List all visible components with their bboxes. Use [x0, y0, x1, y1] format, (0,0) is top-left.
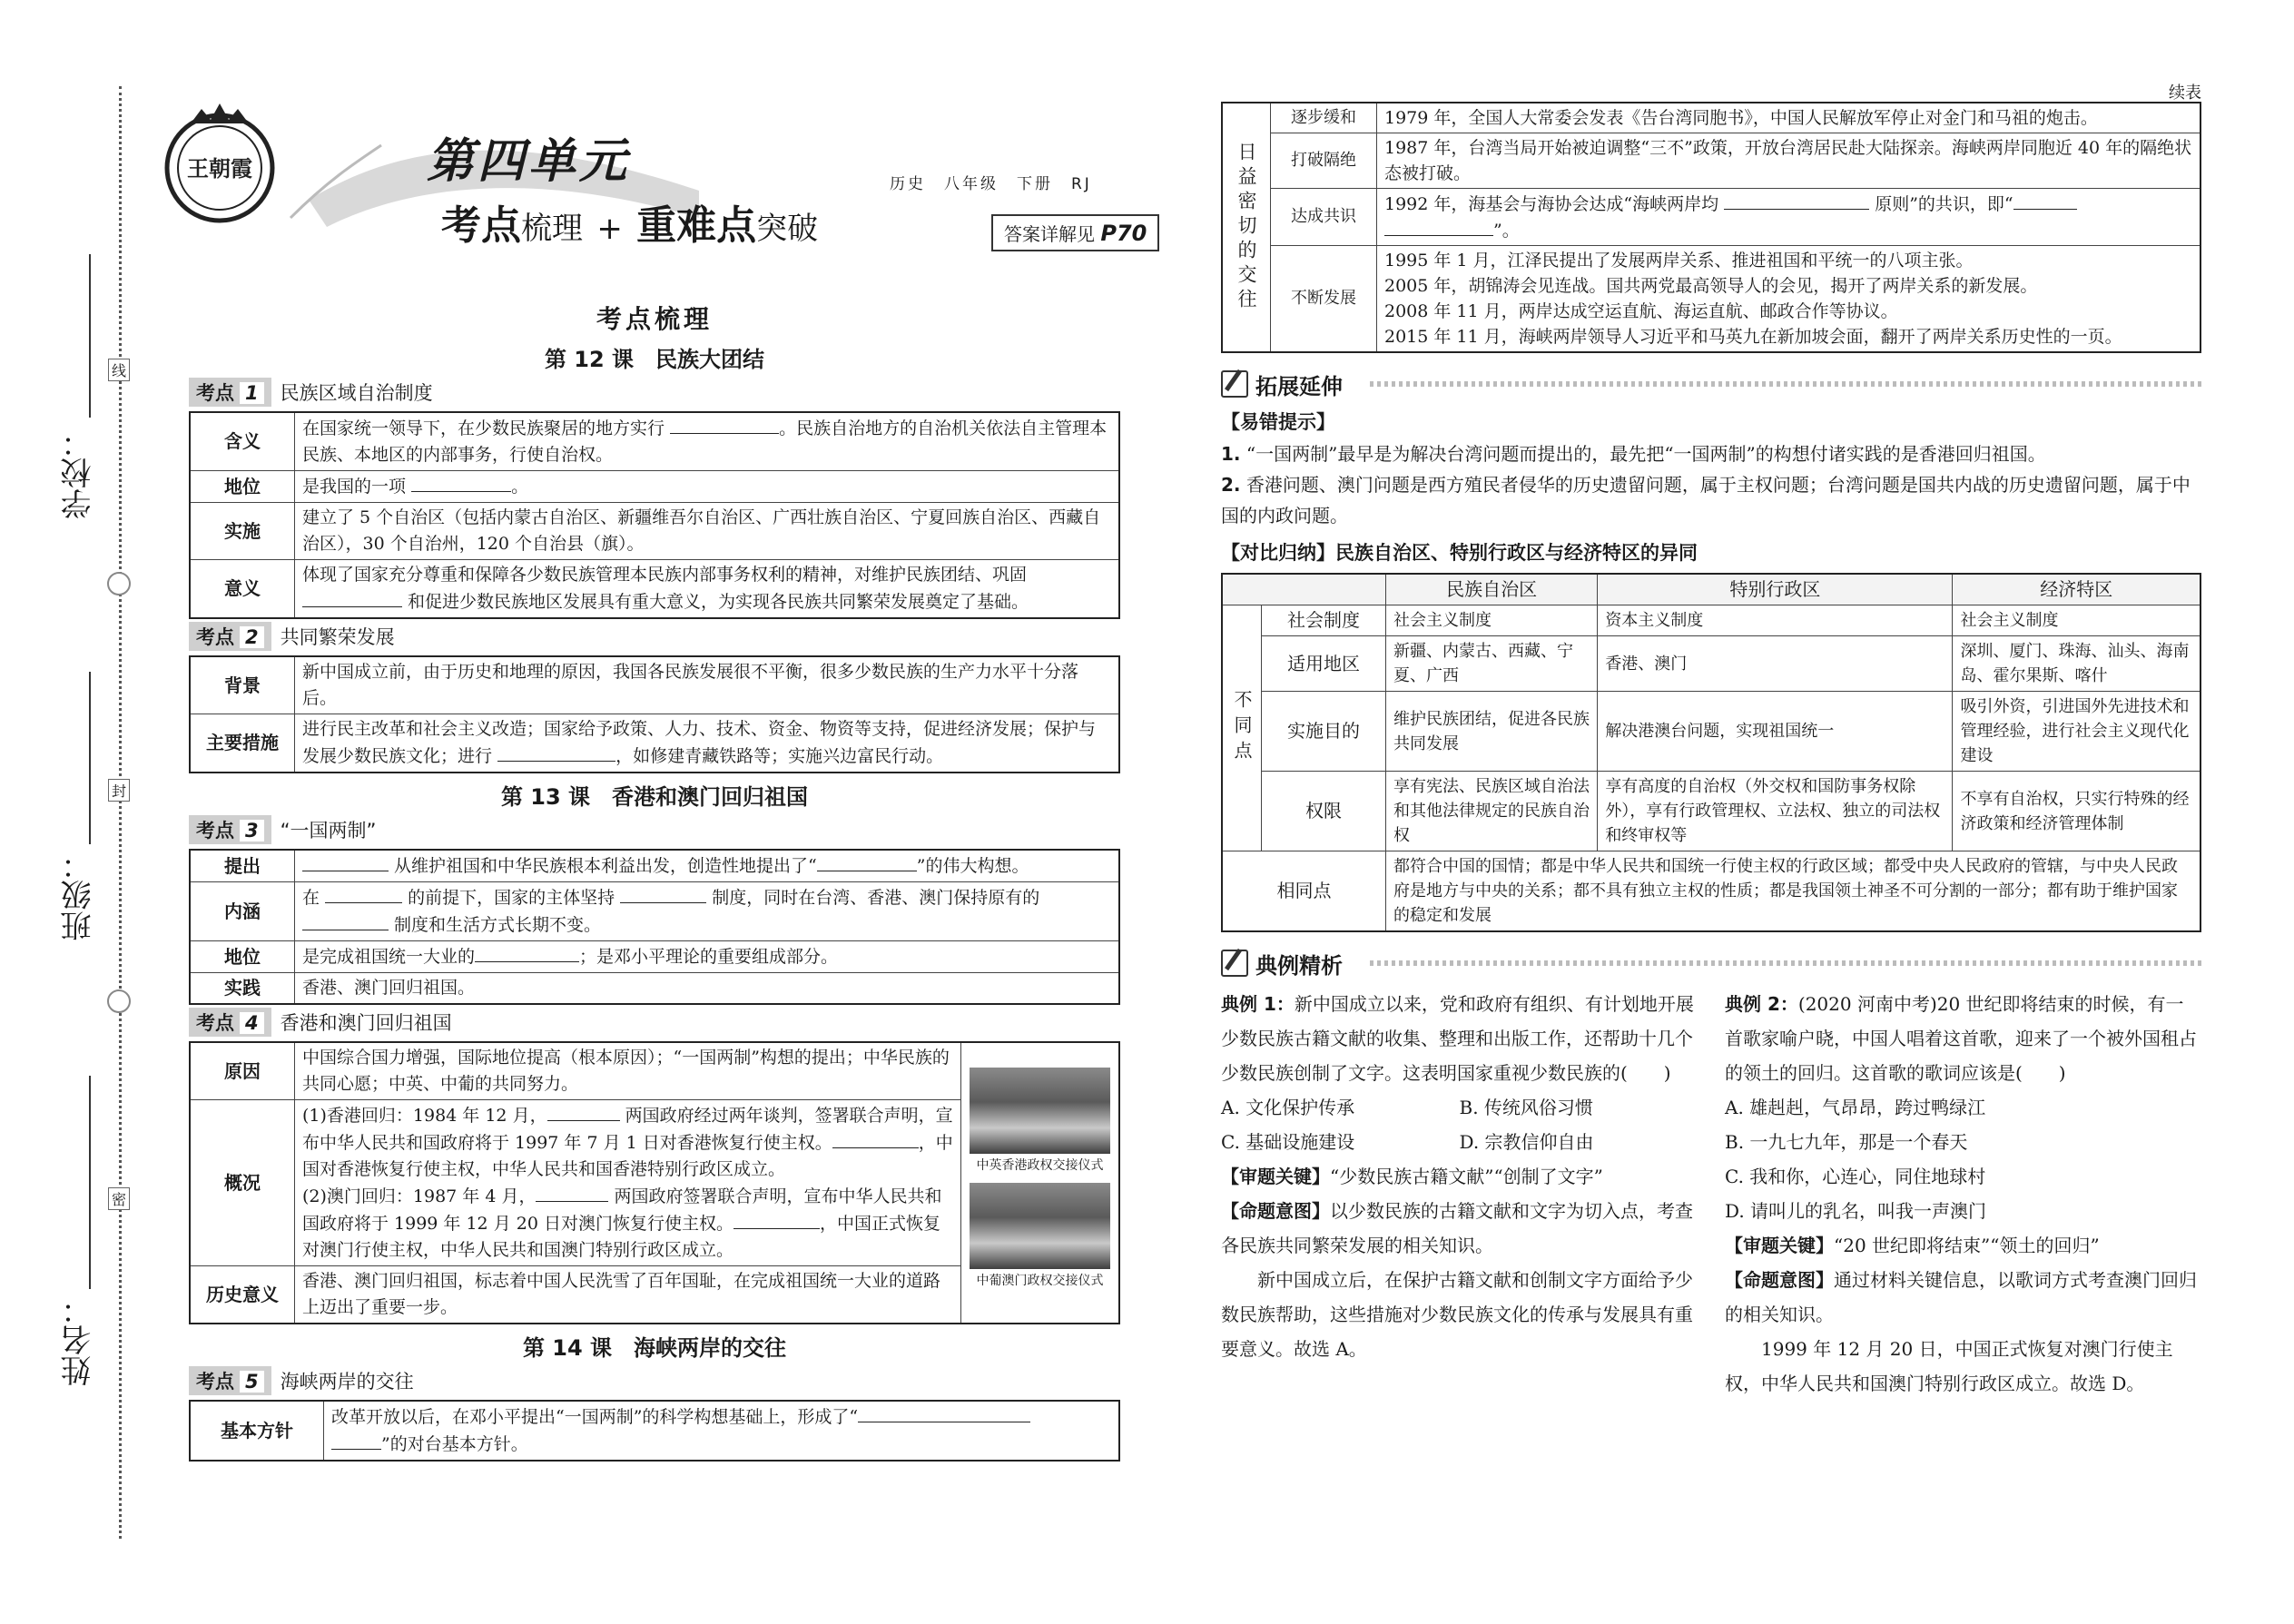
table-row [190, 1042, 1119, 1100]
fill-blank[interactable] [325, 884, 402, 903]
row-header: 地位 [190, 941, 295, 973]
row-content: (1)香港回归：1984 年 12 月， 两国政府经过两年谈判，签署联合声明，宣布中华人民共和国政府将于 1997 年 7 月 1 日对香港恢复行使主权。 ，中国对香港恢复行使主权，中华人民共和国香港特别行政区成立。 (2)澳门回归：1987 年 4 月， 两国政府签署联合声明，宣布中华人民共和国政府将于 1999 年 12 月 20 日对澳门恢复行使主权。 ，中国正式恢复对澳门行使主权，中华人民共和国澳门特别行政区成立。 [295, 1100, 961, 1266]
fill-blank[interactable] [1384, 217, 1493, 236]
answer-reference [991, 214, 1159, 251]
band-title: 拓展延伸 [1255, 373, 1343, 399]
table-row [1222, 772, 2200, 851]
class-line [89, 672, 91, 844]
table-row [190, 882, 1119, 941]
fill-blank[interactable] [817, 852, 917, 871]
band-rule [1370, 960, 2201, 966]
intent-note: 【命题意图】以少数民族的古籍文献和文字为切入点，考查各民族共同繁荣发展的相关知识。 [1221, 1200, 1693, 1256]
hk-handover-photo [970, 1068, 1110, 1154]
lesson-title: 第 12 课 民族大团结 [544, 347, 765, 372]
key-note: 【审题关键】“20 世纪即将结束”“领土的回归” [1725, 1235, 2100, 1256]
fill-blank[interactable] [497, 743, 615, 762]
diff-label: 不同点 [1222, 605, 1262, 851]
row-content: 1987 年，台湾当局开始被迫调整“三不”政策，开放台湾居民赴大陆探亲。海峡两岸同胞近 40 年的隔绝状态被打破。 [1377, 133, 2201, 189]
kaodian-table [189, 849, 1120, 1005]
fill-blank[interactable] [411, 473, 511, 492]
table-row [190, 850, 1119, 882]
row-header: 实施 [190, 503, 295, 560]
row-header: 意义 [190, 560, 295, 619]
row-header: 权限 [1262, 772, 1386, 851]
examples [1221, 987, 2201, 1401]
row-header: 内涵 [190, 882, 295, 941]
subtitle-part: 重难点 [636, 202, 757, 249]
table-row [190, 941, 1119, 973]
row-header: 概况 [190, 1100, 295, 1266]
example-2 [1725, 987, 2201, 1401]
table-row [190, 412, 1119, 471]
table-row [190, 471, 1119, 503]
brand-logo [156, 100, 283, 227]
course-meta: 历史 八年级 下册 RJ [890, 175, 1092, 193]
row-header: 适用地区 [1262, 636, 1386, 692]
row-header: 实施目的 [1262, 692, 1386, 772]
table-cell: 都符合中国的国情；都是中华人民共和国统一行使主权的行政区域；都受中央人民政府的管辖，与中央人民政府是地方与中央的关系；都不具有独立主权的性质；都是我国领土神圣不可分割的一部分；都有助于维护国家的稳定和发展 [1386, 851, 2201, 932]
section-title: 考点梳理 [596, 304, 713, 334]
option[interactable]: B. 一九七九年，那是一个春天 [1725, 1131, 1968, 1153]
continued-label: 续表 [2169, 84, 2201, 103]
fill-blank[interactable] [302, 588, 402, 607]
table-row [190, 656, 1119, 714]
row-content: 在 的前提下，国家的主体坚持 制度，同时在台湾、香港、澳门保持原有的 制度和生活方式长期不变。 [295, 882, 1120, 941]
row-header: 含义 [190, 412, 295, 471]
kaodian-table [189, 655, 1120, 773]
photo-cell [961, 1042, 1120, 1324]
binding-hole [107, 572, 131, 595]
binding-hole [107, 989, 131, 1013]
photo-caption: 中葡澳门政权交接仪式 [976, 1274, 1104, 1288]
row-header: 相同点 [1222, 851, 1386, 932]
row-content: 1979 年，全国人大常委会发表《告台湾同胞书》，中国人民解放军停止对金门和马祖的炮击。 [1377, 103, 2201, 133]
example-stem: 典例 2：(2020 河南中考)20 世纪即将结束的时候，有一首歌家喻户晓，中国人唱着这首歌，迎来了一个被外国租占的领土的回归。这首歌的歌词应该是( ) [1725, 993, 2197, 1084]
lesson-title: 第 14 课 海峡两岸的交往 [522, 1335, 787, 1361]
fill-blank[interactable] [733, 1210, 820, 1229]
fill-blank[interactable] [475, 943, 579, 962]
kaodian-tag: 考点 4 [189, 1008, 271, 1037]
name-label: 姓名： [61, 1294, 97, 1386]
intent-note: 【命题意图】通过材料关键信息，以歌词方式考查澳门回归的相关知识。 [1725, 1269, 2197, 1325]
analysis: 新中国成立后，在保护古籍文献和创制文字方面给予少数民族帮助，这些措施对少数民族文化的传承与发展具有重要意义。故选 A。 [1221, 1269, 1693, 1360]
row-header: 不断发展 [1271, 246, 1377, 353]
row-content: 改革开放以后，在邓小平提出“一国两制”的科学构想基础上，形成了“ ”的对台基本方针。 [324, 1401, 1120, 1461]
table-row [190, 714, 1119, 773]
option[interactable]: A. 雄赳赳，气昂昂，跨过鸭绿江 [1725, 1097, 1986, 1118]
kaodian-tag: 考点 3 [189, 815, 271, 844]
row-content: 香港、澳门回归祖国。 [295, 973, 1120, 1005]
option[interactable]: D. 宗教信仰自由 [1459, 1131, 1594, 1153]
fill-blank[interactable] [302, 911, 389, 930]
table-cell: 深圳、厦门、珠海、汕头、海南岛、霍尔果斯、喀什 [1953, 636, 2200, 692]
row-content: 1995 年 1 月，江泽民提出了发展两岸关系、推进祖国和平统一的八项主张。 2005 年，胡锦涛会见连战。国共两党最高领导人的会见，揭开了两岸关系的新发展。 2008 年 11 月，两岸达成空运直航、海运直航、邮政合作等协议。 2015 年 11 月，海峡两岸领导人习近平和马英九在新加坡会面，翻开了两岸关系历史性的一页。 [1377, 246, 2201, 353]
table-cell: 享有宪法、民族区域自治法和其他法律规定的民族自治权 [1386, 772, 1598, 851]
name-line [89, 1076, 91, 1289]
tip-item: 1. “一国两制”最早是为解决台湾问题而提出的，最先把“一国两制”的构想付诸实践的是香港回归祖国。 [1221, 443, 2046, 465]
kaodian-table [189, 411, 1120, 619]
table-cell: 资本主义制度 [1598, 605, 1953, 636]
table-cell: 新疆、内蒙古、西藏、宁夏、广西 [1386, 636, 1598, 692]
kaodian-title: 共同繁荣发展 [280, 626, 395, 648]
option[interactable]: C. 基础设施建设 [1221, 1131, 1355, 1153]
school-label: 学校： [61, 427, 97, 519]
binding-strip [0, 0, 127, 1624]
fill-blank[interactable] [620, 884, 706, 903]
table-cell: 社会主义制度 [1386, 605, 1598, 636]
unit-title: 第四单元 [427, 134, 631, 189]
kaodian-title: “一国两制” [280, 820, 377, 842]
row-content: 是我国的一项 。 [295, 471, 1120, 503]
corner-cell [1222, 574, 1386, 605]
row-content: 进行民主改革和社会主义改造；国家给予政策、人力、技术、资金、物资等支持，促进经济发展；保护与发展少数民族文化；进行 ，如修建青藏铁路等；实施兴边富民行动。 [295, 714, 1120, 773]
row-header: 历史意义 [190, 1266, 295, 1324]
table-cell: 解决港澳台问题，实现祖国统一 [1598, 692, 1953, 772]
kaodian-table [189, 1400, 1120, 1462]
kaodian-title: 香港和澳门回归祖国 [280, 1012, 452, 1034]
fill-blank[interactable] [302, 852, 389, 871]
column-header: 经济特区 [1953, 574, 2200, 605]
table-row [190, 560, 1119, 619]
page-subtitle [441, 192, 818, 251]
kaodian-title: 海峡两岸的交往 [280, 1371, 414, 1393]
binding-mark: 密 [108, 1187, 130, 1210]
answer-prefix: 答案详解见 [1004, 223, 1095, 245]
fill-blank[interactable] [1724, 191, 1869, 210]
row-header: 提出 [190, 850, 295, 882]
band-rule [1370, 381, 2201, 387]
option[interactable]: B. 传统风俗习惯 [1459, 1097, 1593, 1118]
row-content: 香港、澳门回归祖国，标志着中国人民洗雪了百年国耻，在完成祖国统一大业的道路上迈出了重要一步。 [295, 1266, 961, 1324]
fill-blank[interactable] [858, 1403, 1030, 1422]
school-line [89, 254, 91, 418]
row-header: 逐步缓和 [1271, 103, 1377, 133]
table-cell: 不享有自治权，只实行特殊的经济政策和经济管理体制 [1953, 772, 2200, 851]
example-1 [1221, 987, 1698, 1401]
answer-page: P70 [1100, 221, 1147, 246]
row-header: 达成共识 [1271, 189, 1377, 246]
kaodian-header [189, 623, 1120, 650]
pencil-icon [1221, 950, 1248, 977]
row-header: 实践 [190, 973, 295, 1005]
table-cell: 维护民族团结，促进各民族共同发展 [1386, 692, 1598, 772]
binding-mark: 线 [108, 359, 130, 381]
kaodian-table [189, 1041, 1120, 1324]
section-band [1221, 947, 2201, 979]
kaodian-tag: 考点 1 [189, 378, 271, 407]
subtitle-plus: + [596, 211, 623, 247]
left-column [189, 300, 1120, 1462]
key-note: 【审题关键】“少数民族古籍文献”“创制了文字” [1221, 1166, 1603, 1187]
column-header: 特别行政区 [1598, 574, 1953, 605]
row-header: 打破隔绝 [1271, 133, 1377, 189]
row-header: 主要措施 [190, 714, 295, 773]
table-cell: 享有高度的自治权（外交权和国防事务权除外），享有行政管理权、立法权、独立的司法权和终审权等 [1598, 772, 1953, 851]
lesson-title: 第 13 课 香港和澳门回归祖国 [500, 784, 809, 810]
kaodian-tag: 考点 5 [189, 1366, 271, 1395]
table-row [1222, 246, 2200, 353]
table-row [1222, 605, 2200, 636]
row-content: 建立了 5 个自治区（包括内蒙古自治区、新疆维吾尔自治区、广西壮族自治区、宁夏回族自治区、西藏自治区），30 个自治州，120 个自治县（旗）。 [295, 503, 1120, 560]
table-row [190, 503, 1119, 560]
kaodian-header [189, 816, 1120, 843]
right-column [1221, 84, 2201, 1401]
photo-caption: 中英香港政权交接仪式 [976, 1158, 1104, 1173]
table-row [1222, 574, 2200, 605]
table-row [1222, 692, 2200, 772]
subtitle-part: 考点 [441, 202, 521, 249]
class-label: 班级： [61, 849, 97, 941]
compare-title: 【对比归纳】民族自治区、特别行政区与经济特区的异同 [1221, 542, 1698, 564]
table-row [190, 973, 1119, 1005]
option[interactable]: C. 我和你，心连心，同住地球村 [1725, 1166, 1986, 1187]
table-row [190, 1401, 1119, 1461]
option-row [1221, 1090, 1698, 1125]
table-cell: 香港、澳门 [1598, 636, 1953, 692]
row-header: 地位 [190, 471, 295, 503]
table-cell: 社会主义制度 [1953, 605, 2200, 636]
kaodian-header [189, 1367, 1120, 1394]
kaodian-header [189, 379, 1120, 406]
compare-table [1221, 573, 2201, 932]
option-row [1221, 1125, 1698, 1159]
vertical-label: 日益密切的交往 [1222, 103, 1271, 352]
logo-text: 王朝霞 [187, 155, 252, 182]
tips-title: 【易错提示】 [1221, 411, 1335, 433]
table-cell: 吸引外资，引进国外先进技术和管理经验，进行社会主义现代化建设 [1953, 692, 2200, 772]
fill-blank[interactable] [331, 1431, 381, 1450]
analysis: 1999 年 12 月 20 日，中国正式恢复对澳门行使主权，中华人民共和国澳门特别行政区成立。故选 D。 [1725, 1338, 2173, 1394]
band-title: 典例精析 [1255, 952, 1343, 979]
kaodian-title: 民族区域自治制度 [280, 382, 433, 404]
fill-blank[interactable] [670, 415, 779, 434]
table-row [1222, 636, 2200, 692]
binding-mark: 封 [108, 779, 130, 802]
kaodian-tag: 考点 2 [189, 622, 271, 651]
tip-item: 2. 香港问题、澳门问题是西方殖民者侵华的历史遗留问题，属于主权问题；台湾问题是国共内战的历史遗留问题，属于中国的内政问题。 [1221, 474, 2191, 527]
table-row [1222, 133, 2200, 189]
table-row [1222, 103, 2200, 133]
table-row [1222, 851, 2200, 932]
row-content: 在国家统一领导下，在少数民族聚居的地方实行 。民族自治地方的自治机关依法自主管理本民族、本地区的内部事务，行使自治权。 [295, 412, 1120, 471]
binding-dotted-line [119, 86, 122, 1539]
row-header: 基本方针 [190, 1401, 324, 1461]
fill-blank[interactable] [536, 1183, 608, 1202]
row-content: 1992 年，海基会与海协会达成“海峡两岸均 原则”的共识，即“ ”。 [1377, 189, 2201, 246]
fill-blank[interactable] [2013, 191, 2077, 210]
cross-strait-table [1221, 102, 2201, 353]
macau-handover-photo [970, 1183, 1110, 1269]
option[interactable]: D. 请叫儿的乳名，叫我一声澳门 [1725, 1200, 1987, 1222]
section-band [1221, 368, 2201, 400]
row-content: 中国综合国力增强，国际地位提高（根本原因）；“一国两制”构想的提出；中华民族的共同心愿；中英、中葡的共同努力。 [295, 1042, 961, 1100]
row-content: 是完成祖国统一大业的 ；是邓小平理论的重要组成部分。 [295, 941, 1120, 973]
subtitle-part: 突破 [756, 211, 819, 247]
row-content: 体现了国家充分尊重和保障各少数民族管理本民族内部事务权利的精神，对维护民族团结、巩固 和促进少数民族地区发展具有重大意义，为实现各民族共同繁荣发展奠定了基础。 [295, 560, 1120, 619]
fill-blank[interactable] [547, 1102, 620, 1121]
example-stem: 典例 1：新中国成立以来，党和政府有组织、有计划地开展少数民族古籍文献的收集、整理和出版工作，还帮助十几个少数民族创制了文字。这表明国家重视少数民族的( ) [1221, 993, 1694, 1084]
row-header: 背景 [190, 656, 295, 714]
fill-blank[interactable] [832, 1129, 919, 1148]
row-header: 社会制度 [1262, 605, 1386, 636]
row-header: 原因 [190, 1042, 295, 1100]
kaodian-header [189, 1009, 1120, 1036]
column-header: 民族自治区 [1386, 574, 1598, 605]
row-content: 新中国成立前，由于历史和地理的原因，我国各民族发展很不平衡，很多少数民族的生产力水平十分落后。 [295, 656, 1120, 714]
table-row [1222, 189, 2200, 246]
pencil-icon [1221, 370, 1248, 398]
option[interactable]: A. 文化保护传承 [1221, 1097, 1355, 1118]
row-content: 从维护祖国和中华民族根本利益出发，创造性地提出了“ ”的伟大构想。 [295, 850, 1120, 882]
subtitle-part: 梳理 [521, 211, 583, 247]
